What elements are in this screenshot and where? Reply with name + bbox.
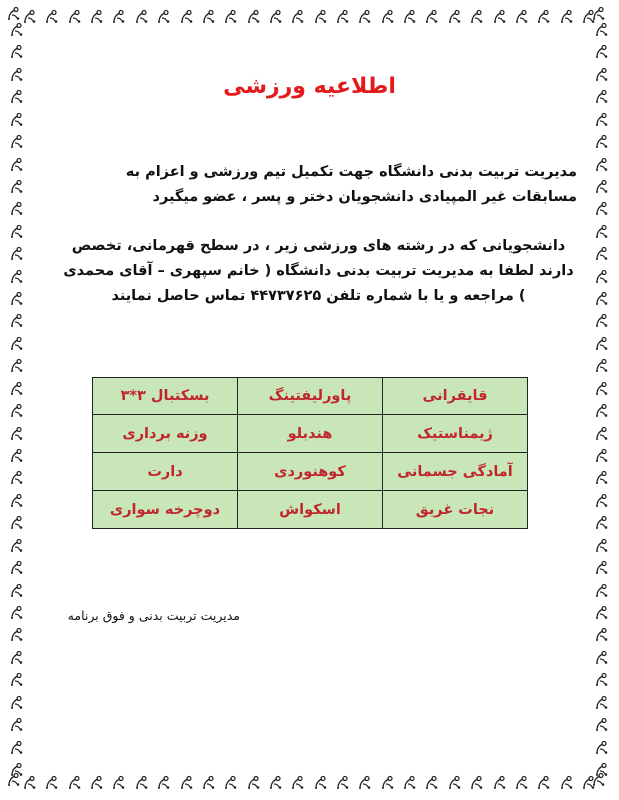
floral-ornament-icon xyxy=(594,201,610,217)
floral-ornament-icon xyxy=(594,560,610,576)
floral-ornament-icon xyxy=(424,9,440,25)
floral-ornament-icon xyxy=(594,134,610,150)
sport-cell: نجات غریق xyxy=(383,491,528,529)
floral-ornament-icon xyxy=(9,695,25,711)
floral-ornament-icon xyxy=(313,9,329,25)
floral-ornament-icon xyxy=(469,9,485,25)
floral-ornament-icon xyxy=(9,560,25,576)
floral-ornament-icon xyxy=(594,157,610,173)
floral-ornament-icon xyxy=(380,9,396,25)
floral-ornament-icon xyxy=(594,403,610,419)
floral-ornament-icon xyxy=(67,775,83,791)
floral-ornament-icon xyxy=(6,772,28,794)
floral-ornament-icon xyxy=(290,775,306,791)
floral-ornament-icon xyxy=(594,470,610,486)
border-right xyxy=(591,22,613,778)
floral-ornament-icon xyxy=(9,740,25,756)
floral-ornament-icon xyxy=(594,493,610,509)
floral-ornament-icon xyxy=(9,313,25,329)
instructions-paragraph: دانشجویانی که در رشته های ورزشی زیر ، در سطح قهرمانی، تخصص دارند لطفا به مدیریت تربیت بدنی دانشگاه ( خانم سپهری – آقای محمدی ) مراجعه و یا با شماره تلفن ۴۴۷۳۷۶۲۵ تماس حاصل نمایند xyxy=(63,238,574,304)
floral-ornament-icon xyxy=(594,246,610,262)
floral-ornament-icon xyxy=(594,313,610,329)
floral-ornament-icon xyxy=(290,9,306,25)
sport-cell: پاورلیفتینگ xyxy=(238,378,383,415)
floral-ornament-icon xyxy=(9,538,25,554)
floral-ornament-icon xyxy=(594,515,610,531)
floral-ornament-icon xyxy=(44,9,60,25)
floral-ornament-icon xyxy=(9,44,25,60)
floral-ornament-icon xyxy=(447,775,463,791)
sport-cell: آمادگی جسمانی xyxy=(383,453,528,491)
floral-ornament-icon xyxy=(6,6,28,28)
floral-ornament-icon xyxy=(594,695,610,711)
sport-cell: وزنه برداری xyxy=(93,415,238,453)
floral-ornament-icon xyxy=(594,740,610,756)
border-bottom xyxy=(22,772,597,794)
table-row xyxy=(93,378,528,415)
floral-ornament-icon xyxy=(536,775,552,791)
floral-ornament-icon xyxy=(594,112,610,128)
floral-ornament-icon xyxy=(313,775,329,791)
floral-ornament-icon xyxy=(591,6,613,28)
floral-ornament-icon xyxy=(536,9,552,25)
floral-ornament-icon xyxy=(9,650,25,666)
floral-ornament-icon xyxy=(514,9,530,25)
floral-ornament-icon xyxy=(9,583,25,599)
floral-ornament-icon xyxy=(594,650,610,666)
floral-ornament-icon xyxy=(357,775,373,791)
border-top xyxy=(22,6,597,28)
floral-ornament-icon xyxy=(9,179,25,195)
floral-ornament-icon xyxy=(201,9,217,25)
floral-ornament-icon xyxy=(9,381,25,397)
floral-ornament-icon xyxy=(246,775,262,791)
floral-ornament-icon xyxy=(89,9,105,25)
sport-cell: کوهنوردی xyxy=(238,453,383,491)
floral-ornament-icon xyxy=(447,9,463,25)
notice-title: اطلاعیه ورزشی xyxy=(223,74,396,99)
sport-cell: دارت xyxy=(93,453,238,491)
floral-ornament-icon xyxy=(9,336,25,352)
floral-ornament-icon xyxy=(268,9,284,25)
floral-ornament-icon xyxy=(9,246,25,262)
floral-ornament-icon xyxy=(9,448,25,464)
floral-ornament-icon xyxy=(9,470,25,486)
floral-ornament-icon xyxy=(559,9,575,25)
floral-ornament-icon xyxy=(594,44,610,60)
floral-ornament-icon xyxy=(156,775,172,791)
floral-ornament-icon xyxy=(594,605,610,621)
floral-ornament-icon xyxy=(492,9,508,25)
floral-ornament-icon xyxy=(9,291,25,307)
footer-signature: مدیریت تربیت بدنی و فوق برنامه xyxy=(67,608,240,623)
floral-ornament-icon xyxy=(111,775,127,791)
floral-ornament-icon xyxy=(9,134,25,150)
floral-ornament-icon xyxy=(492,775,508,791)
floral-ornament-icon xyxy=(594,291,610,307)
sport-cell: قایقرانی xyxy=(383,378,528,415)
floral-ornament-icon xyxy=(9,672,25,688)
floral-ornament-icon xyxy=(9,403,25,419)
floral-ornament-icon xyxy=(594,381,610,397)
floral-ornament-icon xyxy=(111,9,127,25)
floral-ornament-icon xyxy=(514,775,530,791)
floral-ornament-icon xyxy=(223,775,239,791)
floral-ornament-icon xyxy=(594,538,610,554)
floral-ornament-icon xyxy=(9,605,25,621)
floral-ornament-icon xyxy=(9,157,25,173)
floral-ornament-icon xyxy=(9,112,25,128)
floral-ornament-icon xyxy=(9,493,25,509)
floral-ornament-icon xyxy=(424,775,440,791)
floral-ornament-icon xyxy=(469,775,485,791)
floral-ornament-icon xyxy=(559,775,575,791)
table-row xyxy=(93,491,528,529)
floral-ornament-icon xyxy=(591,772,613,794)
floral-ornament-icon xyxy=(335,9,351,25)
floral-ornament-icon xyxy=(594,179,610,195)
table-row xyxy=(93,415,528,453)
floral-ornament-icon xyxy=(201,775,217,791)
floral-ornament-icon xyxy=(594,583,610,599)
floral-ornament-icon xyxy=(223,9,239,25)
floral-ornament-icon xyxy=(44,775,60,791)
floral-ornament-icon xyxy=(179,775,195,791)
sport-cell: دوچرخه سواری xyxy=(93,491,238,529)
intro-paragraph: مدیریت تربیت بدنی دانشگاه جهت تکمیل تیم ورزشی و اعزام به مسابقات غیر المپیادی دانشجویان دختر و پسر ، عضو میگیرد xyxy=(125,164,577,205)
table-row xyxy=(93,453,528,491)
floral-ornament-icon xyxy=(594,224,610,240)
floral-ornament-icon xyxy=(9,515,25,531)
floral-ornament-icon xyxy=(9,358,25,374)
floral-ornament-icon xyxy=(246,9,262,25)
sport-cell: بسکتبال ۳*۳ xyxy=(93,378,238,415)
floral-ornament-icon xyxy=(594,672,610,688)
sport-cell: ژیمناستیک xyxy=(383,415,528,453)
floral-ornament-icon xyxy=(357,9,373,25)
floral-ornament-icon xyxy=(134,9,150,25)
floral-ornament-icon xyxy=(179,9,195,25)
floral-ornament-icon xyxy=(402,775,418,791)
floral-ornament-icon xyxy=(594,358,610,374)
floral-ornament-icon xyxy=(594,269,610,285)
floral-ornament-icon xyxy=(594,448,610,464)
sport-cell: هندبلو xyxy=(238,415,383,453)
floral-ornament-icon xyxy=(9,717,25,733)
floral-ornament-icon xyxy=(67,9,83,25)
border-left xyxy=(6,22,28,778)
sports-table xyxy=(92,377,528,529)
floral-ornament-icon xyxy=(9,269,25,285)
floral-ornament-icon xyxy=(156,9,172,25)
floral-ornament-icon xyxy=(380,775,396,791)
floral-ornament-icon xyxy=(594,627,610,643)
floral-ornament-icon xyxy=(594,717,610,733)
floral-ornament-icon xyxy=(134,775,150,791)
floral-ornament-icon xyxy=(402,9,418,25)
floral-ornament-icon xyxy=(89,775,105,791)
floral-ornament-icon xyxy=(268,775,284,791)
floral-ornament-icon xyxy=(9,224,25,240)
floral-ornament-icon xyxy=(335,775,351,791)
floral-ornament-icon xyxy=(594,336,610,352)
floral-ornament-icon xyxy=(9,426,25,442)
floral-ornament-icon xyxy=(9,201,25,217)
floral-ornament-icon xyxy=(9,627,25,643)
floral-ornament-icon xyxy=(594,426,610,442)
sport-cell: اسکواش xyxy=(238,491,383,529)
